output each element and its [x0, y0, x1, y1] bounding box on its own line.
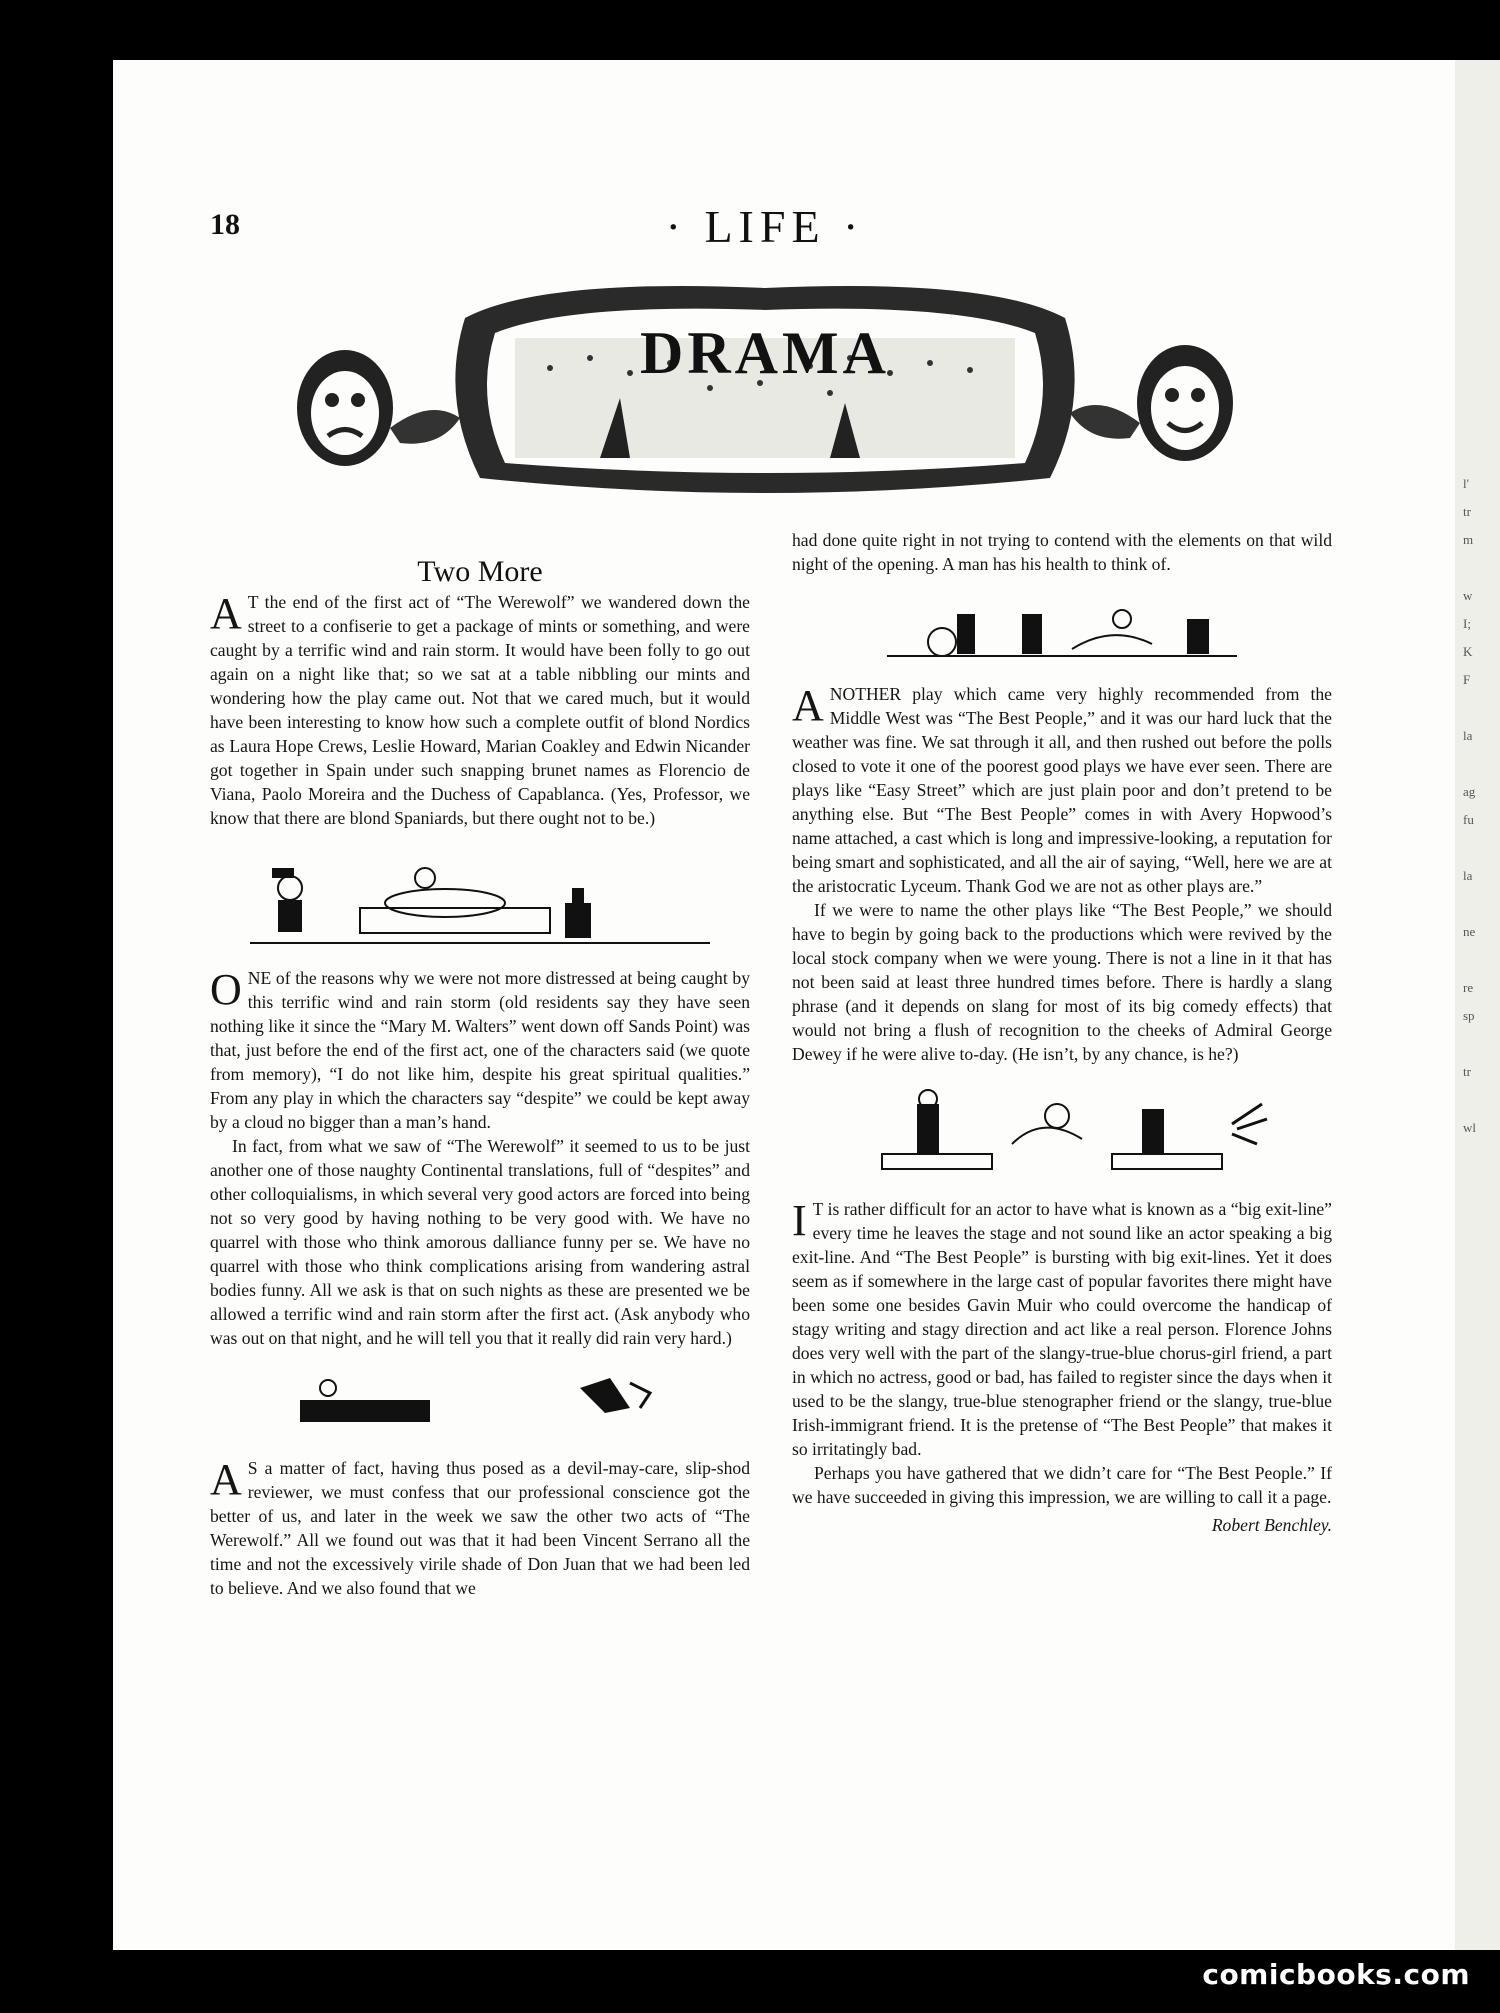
page-number: 18	[210, 208, 240, 241]
left-column	[210, 555, 750, 1600]
right-column	[792, 528, 1332, 1537]
article-title: Two More	[417, 555, 543, 588]
drama-banner-illustration	[290, 278, 1240, 518]
paragraph-right-1: had done quite right in not trying to contend with the elements on that wild night of the opening. A man has his health to think of.	[792, 530, 1332, 574]
paragraph-right-3: If we were to name the other plays like “The Best People,” we should have to begin by going back to the productions which were revived by the local stock company when we were young. There is not a line in it that has not been said at least three hundred times before. There is hardly a slang phrase (and it depends on slang for most of its big comedy effects) that would not bring a flush of recognition to the cheeks of Admiral George Dewey if he were alive to-day. (He isn’t, by any chance, is he?)	[792, 900, 1332, 1064]
paragraph-right-4: IT is rather difficult for an actor to have what is known as a “big exit-line” every time he leaves the stage and not sound like an actor speaking a big exit-line. And “The Best People” is bursting with big exit-lines. Yet it does seem as if somewhere in the large cast of popular favorites there might have been some one besides Gavin Muir who could overcome the handicap of stagy writing and stagy direction and act like a real person. Florence Johns does very well with the part of the slangy-true-blue chorus-girl friend, a part in which no actress, good or bad, has failed to register since the days when it used to be the slangy, true-blue stenographer friend or the slangy, true-blue Irish-immigrant friend. It is the pretense of “The Best People” that makes it so irritatingly bad.	[792, 1196, 1332, 1459]
next-page-edge	[1455, 60, 1500, 1950]
paragraph-left-1: AT the end of the first act of “The Werewolf” we wandered down the street to a confiserie to get a package of mints or something, and were caught by a terrific wind and rain storm. It would have been folly to go out again on a night like that; so we sat at a table nibbling our mints and wondering how the play came out. Not that we cared much, but it would have been interesting to know how such a complete outfit of blond Nordics as Laura Hope Crews, Leslie Howard, Marian Coakley and Edwin Nicander got together in Spain under such snapping brunet names as Florencio de Viana, Paolo Moreira and the Duchess of Capablanca. (Yes, Professor, we know that there are blond Spaniards, but there ought not to be.)	[210, 589, 750, 828]
masthead: · LIFE ·	[665, 201, 865, 252]
next-page-edge-text: l' tr m w I; K F la ag fu la ne re sp tr wl	[1463, 476, 1476, 1135]
paragraph-left-3: In fact, from what we saw of “The Werewolf” it seemed to us to be just another one of those naughty Continental translations, full of “despites” and other colloquialisms, in which several very good actors are forced into being not so very good by having nothing to be very good with. We have no quarrel with those who think amorous dalliance funny per se. We have no quarrel with those who think complications arising from wandering astral bodies funny. All we ask is that on such nights as these are presented we be allowed a terrific wind and rain storm after the first act. (Ask anybody who was out on that night, and he will tell you that it really did rain very hard.)	[210, 1136, 750, 1348]
tragedy-mask-icon	[297, 350, 460, 466]
characters-cartoon-illustration-2	[792, 1084, 1332, 1179]
comedy-mask-icon	[1070, 345, 1233, 461]
characters-cartoon-illustration-1	[792, 594, 1332, 664]
site-watermark: comicbooks.com	[1202, 1958, 1470, 1991]
byline: Robert Benchley.	[1211, 1515, 1332, 1535]
paragraph-right-2: ANOTHER play which came very highly recommended from the Middle West was “The Best People,” and it was our hard luck that the weather was fine. We sat through it all, and then rushed out before the polls closed to vote it one of the poorest good plays we have ever seen. There are plays like “Easy Street” which are just plain poor and don’t pretend to be anything else. But “The Best People” comes in with Avery Hopwood’s name attached, a cast which is long and impressive-looking, a reputation for being smart and sophisticated, and all the air of saying, “Well, here we are at the aristocratic Lyceum. Thank God we are not as other plays are.”	[792, 681, 1332, 896]
coffin-cartoon-illustration	[210, 1368, 750, 1438]
paragraph-left-2: ONE of the reasons why we were not more distressed at being caught by this terrific wind and rain storm (old residents say they have seen nothing like it since the “Mary M. Walters” went down off Sands Point) was that, just before the end of the first act, one of the characters said (we quote from memory), “I do not like him, despite his great spiritual qualities.” From any play in which the characters say “despite” we could be kept away by a cloud no bigger than a man’s hand.	[210, 965, 750, 1132]
paragraph-left-4: AS a matter of fact, having thus posed as a devil-may-care, slip-shod reviewer, we must confess that our professional conscience got the better of us, and later in the week we saw the other two acts of “The Werewolf.” All we found out was that it had been Vincent Serrano all the time and not the excessively virile shade of Don Juan that we had been led to believe. And we also found that we	[210, 1455, 750, 1598]
paragraph-right-5: Perhaps you have gathered that we didn’t care for “The Best People.” If we have succeeded in giving this impression, we are willing to call it a page.	[792, 1463, 1332, 1507]
drama-banner-title: DRAMA	[640, 320, 890, 386]
bedroom-cartoon-illustration	[210, 848, 750, 948]
